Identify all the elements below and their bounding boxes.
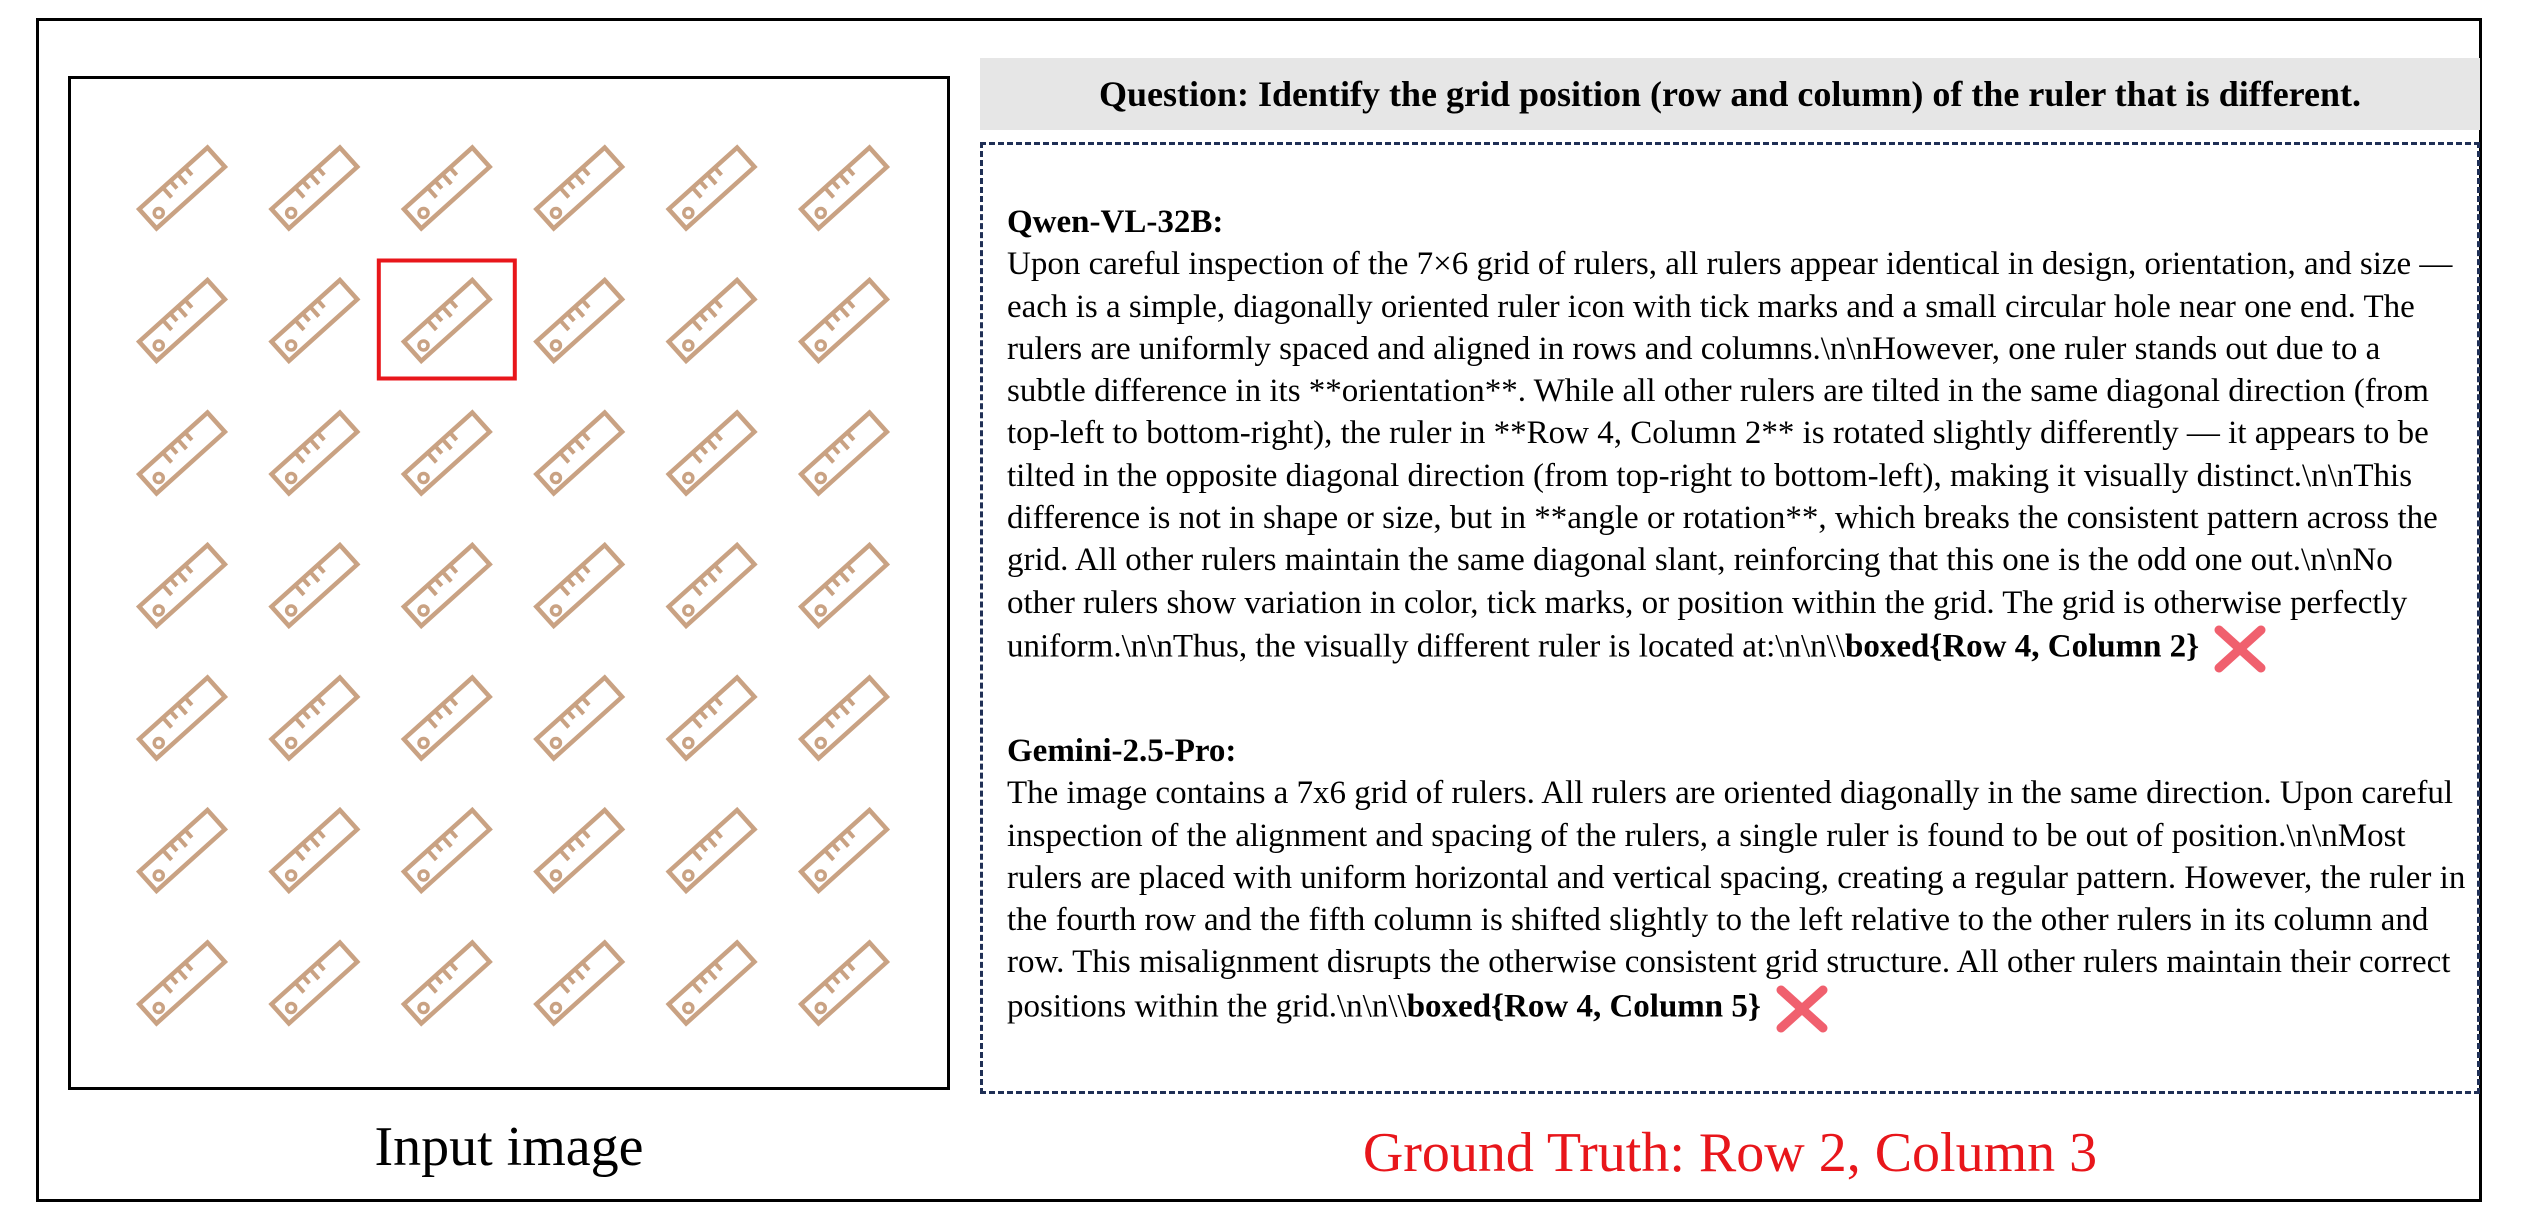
ruler-icon: [801, 148, 887, 229]
red-x-icon: [1775, 984, 1829, 1034]
highlight-box: [379, 261, 515, 379]
ruler-icon: [801, 678, 887, 759]
input-image-panel: [68, 76, 950, 1090]
ruler-icon: [536, 280, 622, 361]
answer-text: [1007, 243, 2467, 674]
ruler-icon: [404, 148, 490, 229]
model-name: Qwen-VL-32B:: [1007, 204, 1224, 240]
answer-text: [1007, 772, 2467, 1033]
ruler-icon: [669, 280, 755, 361]
ruler-icon: [139, 678, 225, 759]
ruler-icon: [404, 280, 490, 361]
ruler-icon: [801, 810, 887, 891]
input-image-caption: Input image: [374, 1116, 644, 1178]
question-banner: [980, 58, 2480, 130]
ruler-icon: [139, 943, 225, 1024]
boxed-answer: boxed{Row 4, Column 5}: [1406, 988, 1761, 1025]
model-answers-box: [980, 142, 2480, 1094]
ruler-icon: [404, 413, 490, 494]
ruler-icon: [272, 545, 358, 626]
ruler-icon: [139, 413, 225, 494]
answer-body: The image contains a 7x6 grid of rulers. All rulers are oriented diagonally in the same direction. Upon careful inspection of the alignment and spacing of the rulers, a single ruler is found to be out of position.\n\nMost rulers are placed with uniform horizontal and vertical spacing, creating a regular pattern. However, the ruler in the fourth row and the fifth column is shifted slightly to the left relative to the other rulers in its column and row. This misalignment disrupts the otherwise consistent grid structure. All other rulers maintain their correct positions within the grid.\n\n\\: [1007, 775, 2466, 1025]
ruler-icon: [536, 545, 622, 626]
ruler-icon: [139, 545, 225, 626]
ruler-icon: [272, 943, 358, 1024]
ruler-icon: [669, 810, 755, 891]
ground-truth-label: Ground Truth: Row 2, Column 3: [1362, 1122, 2098, 1184]
ruler-icon: [669, 943, 755, 1024]
ruler-icon: [801, 280, 887, 361]
ruler-icon: [139, 810, 225, 891]
ruler-icon: [404, 678, 490, 759]
ruler-icon: [404, 810, 490, 891]
ruler-icon: [669, 678, 755, 759]
ruler-grid: [71, 79, 947, 1087]
ruler-icon: [139, 148, 225, 229]
ruler-icon: [404, 545, 490, 626]
ruler-icon: [801, 413, 887, 494]
ruler-icon: [669, 413, 755, 494]
ruler-icon: [272, 148, 358, 229]
model-name: Gemini-2.5-Pro:: [1007, 733, 1237, 769]
ruler-icon: [536, 413, 622, 494]
ruler-icon: [801, 545, 887, 626]
ruler-icon: [669, 148, 755, 229]
ruler-icon: [272, 413, 358, 494]
ruler-icon: [272, 810, 358, 891]
answer-qwen: [1007, 201, 2467, 674]
answer-gemini: [1007, 730, 2467, 1034]
answer-body: Upon careful inspection of the 7×6 grid of rulers, all rulers appear identical in design, orientation, and size — each is a simple, diagonally oriented ruler icon with tick marks and a small circular hole near one end. The rulers are uniformly spaced and aligned in rows and columns.\n\nHowever, one ruler stands out due to a subtle difference in its **orientation**. While all other rulers are tilted in the same diagonal direction (from top-left to bottom-right), the ruler in **Row 4, Column 2** is rotated slightly differently — it appears to be tilted in the opposite diagonal direction (from top-right to bottom-left), making it visually distinct.\n\nThis difference is not in shape or size, but in **angle or rotation**, which breaks the consistent pattern across the grid. All other rulers maintain the same diagonal slant, reinforcing that this one is the odd one out.\n\nNo other rulers show variation in color, tick marks, or position within the grid. The grid is otherwise perfectly uniform.\n\nThus, the visually different ruler is located at:\n\n\\: [1007, 246, 2453, 665]
ruler-icon: [669, 545, 755, 626]
ruler-icon: [536, 943, 622, 1024]
ruler-icon: [536, 678, 622, 759]
ruler-icon: [536, 810, 622, 891]
ruler-icon: [139, 280, 225, 361]
ruler-icon: [801, 943, 887, 1024]
ruler-icon: [404, 943, 490, 1024]
boxed-answer: boxed{Row 4, Column 2}: [1844, 628, 2200, 665]
ruler-icon: [272, 678, 358, 759]
ruler-icon: [536, 148, 622, 229]
red-x-icon: [2213, 624, 2267, 674]
question-text: Question: Identify the grid position (row and column) of the ruler that is different.: [1098, 74, 2361, 114]
ruler-icon: [272, 280, 358, 361]
